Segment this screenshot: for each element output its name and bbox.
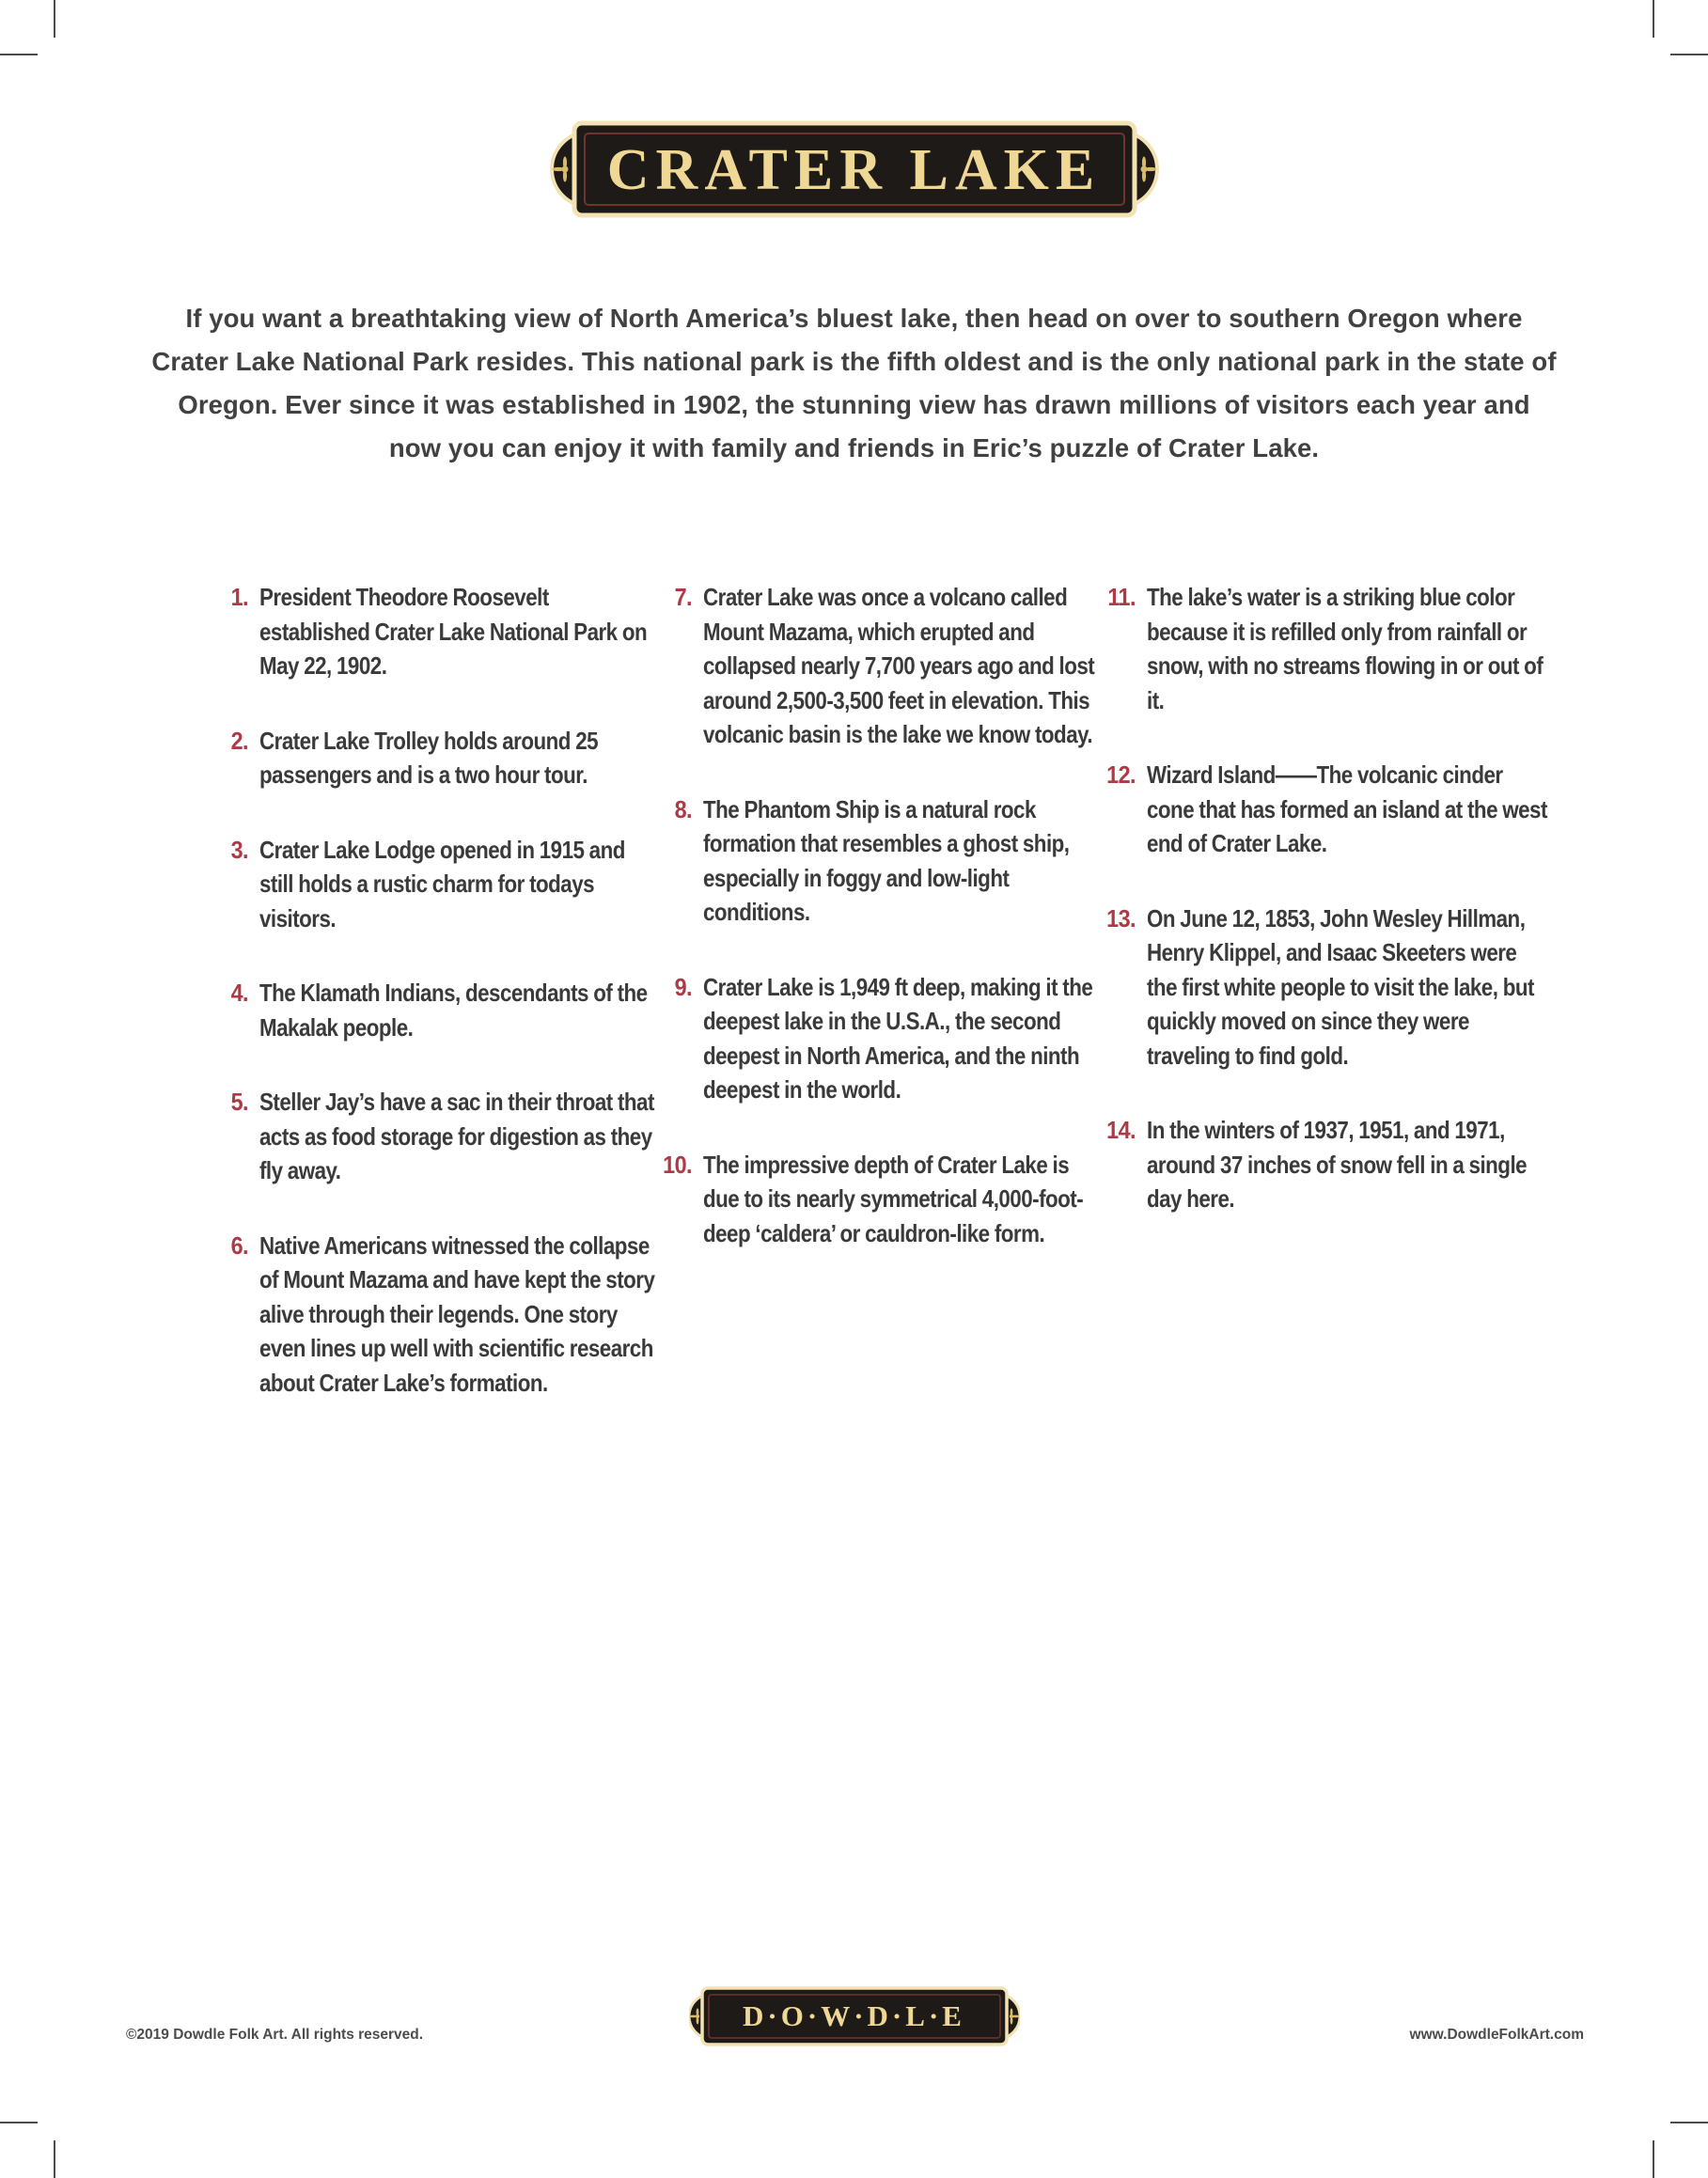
intro-paragraph: If you want a breathtaking view of North America’s bluest lake, then head on over to southern Oregon where Crater Lake National Park resides. This national park is the fifth oldest and is the only national park in the state of Oregon. Ever since it was established in 1902, the stunning view has drawn millions of visitors each year and now you can enjoy it with family and friends in Eric’s puzzle of Crater Lake. [151, 303, 1557, 462]
dowdle-logo [689, 1985, 1020, 2047]
dowdle-logo-text: D·O·W·D·L·E [743, 1999, 965, 2032]
fact-number: 14. [1106, 1116, 1136, 1144]
fact-text: In the winters of 1937, 1951, and 1971, around 37 inches of snow fell in a single day here. [1147, 1116, 1528, 1213]
page-title: CRATER LAKE [606, 137, 1102, 202]
fact-text: Crater Lake is 1,949 ft deep, making it the deepest lake in the U.S.A., the second deepest in North America, and the ninth deepest in the world. [703, 972, 1093, 1104]
fact-number: 10. [663, 1150, 692, 1179]
fact-number: 6. [230, 1230, 248, 1260]
crop-mark [1653, 2140, 1654, 2178]
fact-item [1100, 1113, 1626, 1216]
fact-item [1100, 580, 1626, 717]
crop-mark [0, 54, 38, 55]
fact-text: On June 12, 1853, John Wesley Hillman, Henry Klippel, and Isaac Skeeters were the first white people to visit the lake, but quickly moved on since they were traveling to find gold. [1147, 903, 1534, 1070]
fact-number: 13. [1106, 903, 1136, 932]
fact-text: Crater Lake Lodge opened in 1915 and still holds a rustic charm for todays visitors. [259, 835, 625, 932]
fact-text: Steller Jay’s have a sac in their throat that acts as food storage for digestion as they fly away. [259, 1088, 654, 1184]
fact-item [1100, 901, 1626, 1073]
website-text: www.DowdleFolkArt.com [1409, 2027, 1584, 2043]
fact-text: The Phantom Ship is a natural rock formation that resembles a ghost ship, especially in foggy and low-light conditions. [703, 794, 1070, 926]
fact-text: Native Americans witnessed the collapse of Mount Mazama and have kept the story alive through their legends. One story even lines up well with scientific research about Crater Lake’s formation. [259, 1230, 655, 1397]
fact-number: 7. [674, 583, 692, 611]
fact-text: Crater Lake Trolley holds around 25 passengers and is a two hour tour. [259, 726, 599, 789]
crop-mark [54, 2140, 55, 2178]
fact-number: 3. [230, 835, 248, 864]
crop-mark [1670, 2122, 1708, 2123]
crater-lake-banner [550, 118, 1159, 220]
fact-text: President Theodore Roosevelt established Crater Lake National Park on May 22, 1902. [259, 583, 648, 680]
fact-number: 4. [230, 979, 248, 1007]
copyright-text: ©2019 Dowdle Folk Art. All rights reserved. [126, 2027, 424, 2043]
fact-text: The Klamath Indians, descendants of the Makalak people. [259, 979, 648, 1042]
fact-number: 8. [674, 794, 692, 823]
fact-number: 5. [230, 1088, 248, 1116]
fact-text: The lake’s water is a striking blue color because it is refilled only from rainfall or snow, with no streams flowing in or out of it. [1147, 583, 1543, 714]
fact-text: Wizard Island——The volcanic cinder cone that has formed an island at the west end of Crater Lake. [1147, 760, 1547, 857]
crop-mark [1670, 54, 1708, 55]
fact-text: Crater Lake was once a volcano called Mount Mazama, which erupted and collapsed nearly 7,700 years ago and lost around 2,500-3,500 feet in elevation. This volcanic basin is the lake we know today. [703, 583, 1095, 748]
fact-number: 11. [1107, 583, 1136, 611]
fact-number: 1. [230, 583, 248, 611]
fact-text: The impressive depth of Crater Lake is due to its nearly symmetrical 4,000-foot-deep ‘caldera’ or cauldron-like form. [703, 1150, 1084, 1247]
crop-mark [1653, 0, 1654, 38]
facts-column-3 [1100, 580, 1626, 1257]
fact-number: 12. [1106, 760, 1136, 789]
fact-item [1100, 758, 1626, 861]
crop-mark [54, 0, 55, 38]
fact-number: 2. [230, 726, 248, 755]
crop-mark [0, 2122, 38, 2123]
fact-number: 9. [674, 972, 692, 1001]
